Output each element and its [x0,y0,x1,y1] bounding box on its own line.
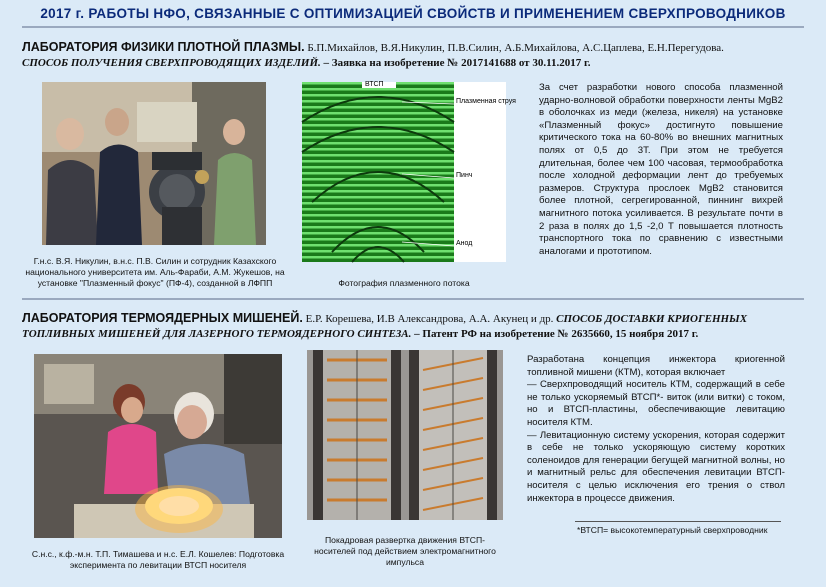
figure-label-flow: Плазменная струя [456,98,516,105]
lab-photo-plasma-focus [42,82,266,245]
figure1-caption: Фотография плазменного потока [338,278,470,288]
figure-label-pinch: Пинч [456,172,473,179]
section1-patent: – Заявка на изобретение № 2017141688 от 30.11.2017 г. [323,57,591,69]
section1-invention: СПОСОБ ПОЛУЧЕНИЯ СВЕРХПРОВОДЯЩИХ ИЗДЕЛИЙ. [22,57,321,69]
section2-para2: — Сверхпроводящий носитель КТМ, содержащий в себе не только ускоряемый ВТСП*- виток (или витки) с током, но и ВТСП-пластины, обеспечивающие левитацию носителя КТМ. [527,379,785,428]
figure-label-anode: Анод [456,240,473,247]
section1-lab: ЛАБОРАТОРИЯ ФИЗИКИ ПЛОТНОЙ ПЛАЗМЫ. [22,40,305,54]
title-rule [22,26,804,28]
photo1-caption: Г.н.с. В.Я. Никулин, в.н.с. П.В. Силин и сотрудник Казахского национального университета им. Аль-Фараби, А.М. Жукешов, на установке "Плазменный фокус" (ПФ-4), созданной в ЛФПП [25,256,285,288]
section-divider [22,298,804,300]
lab-photo-levitation [34,354,282,538]
plasma-flow-figure [302,81,516,262]
section1-header [22,40,807,71]
section2-para1: Разработана концепция инжектора криогенной топливной мишени (КТМ), которая включает [527,354,785,378]
figure-label-top: ВТСП [365,81,384,88]
section2-lab: ЛАБОРАТОРИЯ ТЕРМОЯДЕРНЫХ МИШЕНЕЙ. [22,311,303,325]
section2-invention: СПОСОБ ДОСТАВКИ КРИОГЕННЫХ ТОПЛИВНЫХ МИШЕНЕЙ ДЛЯ ЛАЗЕРНОГО ТЕРМОЯДЕРНОГО СИНТЕЗА. [22,313,748,340]
figure2-caption: Покадровая развертка движения ВТСП-носителей под действием электромагнитного импульса [314,535,496,567]
section2-description [527,354,785,505]
section2-patent: – Патент РФ на изобретение № 2635660, 15 ноября 2017 г. [414,328,699,340]
footnote-rule [575,521,781,522]
footnote: *ВТСП= высокотемпературный сверхпроводник [577,525,768,535]
section1-authors: Б.П.Михайлов, В.Я.Никулин, П.В.Силин, А.Б.Михайлова, А.С.Цаплева, Е.Н.Перегудова. [307,42,724,54]
section2-header [22,311,807,342]
section2-para3: — Левитационную систему ускорения, которая содержит в себе не только ускоряющую систему коротких соленоидов для генерации бегущей магнитной волны, но и магнитный рельс для обеспечения левитации ВТСП-носителя с целью исключения его трения о ствол инжектора в процессе движения. [527,429,785,504]
photo2-caption: С.н.с., к.ф.-м.н. Т.П. Тимашева и н.с. Е.Л. Кошелев: Подготовка эксперимента по левитации ВТСП носителя [31,549,285,570]
section2-authors: Е.Р. Корешева, И.В Александрова, А.А. Акунец и др. [305,313,554,325]
section1-description: За счет разработки нового способа плазменной ударно-волновой обработки поверхности ленты MgB2 в оболочках из меди (железа, никеля) на установке «Плазменный фокус» достигнуто повышение критического тока на 60-80% во внешних магнитных полях от 0,5 до 3Т. При этом не требуется длительная, более чем 100 часовая, термообработка после холодной деформации лент до требуемых размеров. Структура прослоек MgB2 становится более плотной, сегрегированной, пиннинг вихрей магнитного потока усиливается. В результате почти в 2 раза в полях до 1,5 -2,0 Т повышается плотность транспортного тока по сравнению с известными аналогами и прототипом. [539,82,783,257]
page-title: 2017 г. РАБОТЫ НФО, СВЯЗАННЫЕ С ОПТИМИЗАЦИЕЙ СВОЙСТВ И ПРИМЕНЕНИЕМ СВЕРХПРОВОДНИКОВ [40,6,786,21]
frame-sequence-figure [307,350,503,520]
